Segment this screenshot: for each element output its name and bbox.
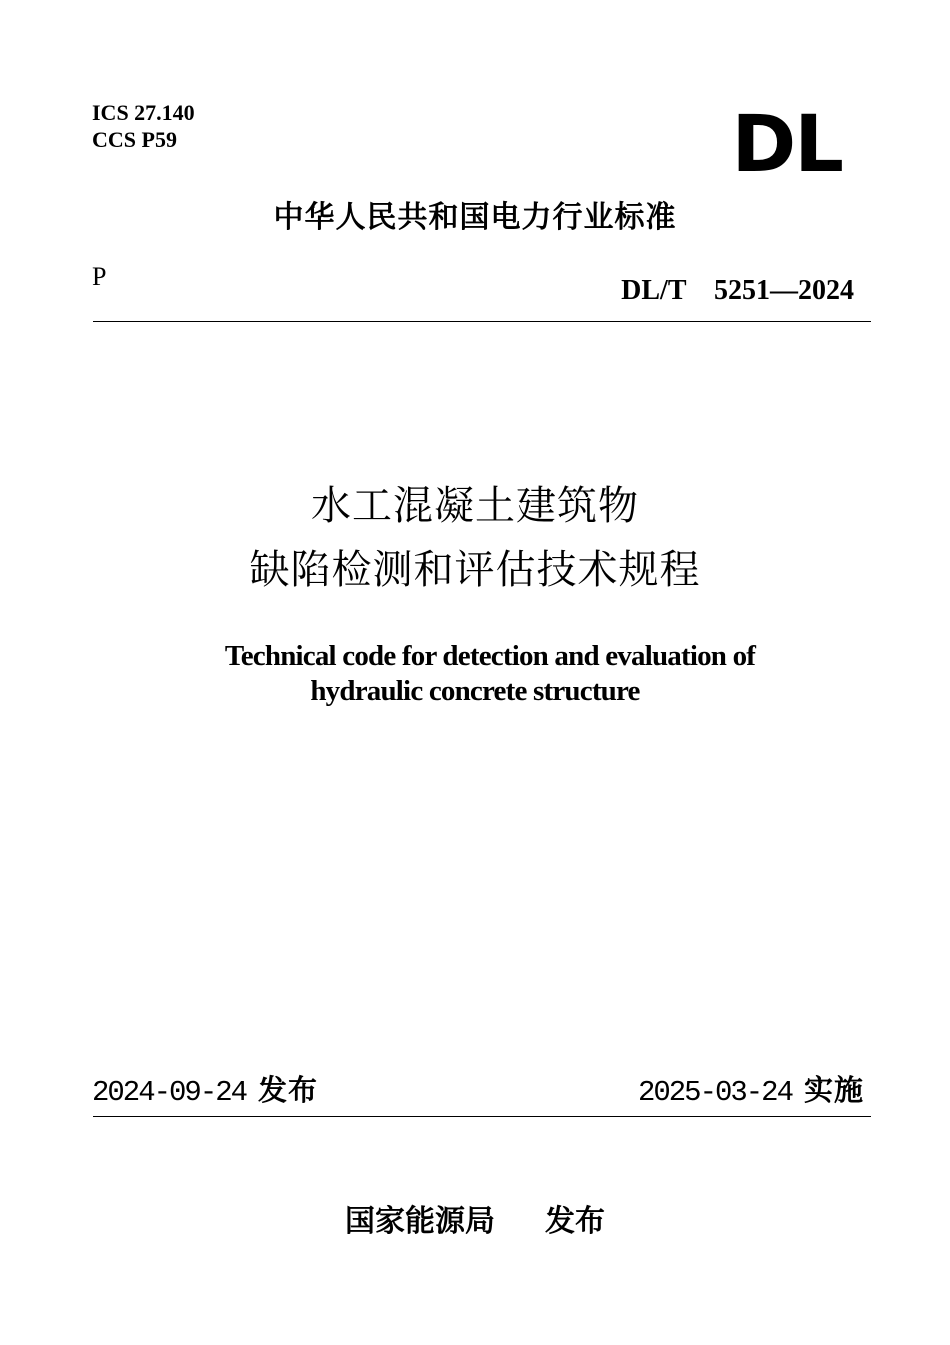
- title-en-line-1: Technical code for detection and evaluation of: [224, 640, 756, 672]
- standard-level-heading: 中华人民共和国电力行业标准: [273, 200, 677, 235]
- implementation-date: 2025-03-24: [637, 1076, 792, 1109]
- issue-date-row: [92, 1070, 318, 1113]
- title-cn-line-2: 缺陷检测和评估技术规程: [249, 547, 701, 593]
- publisher-action: 发布: [545, 1204, 605, 1239]
- title-en-line-2: hydraulic concrete structure: [310, 675, 640, 707]
- issue-label: 发布: [258, 1073, 319, 1107]
- standard-number: DL/T 5251—2024: [621, 275, 854, 306]
- publisher-name: 国家能源局: [345, 1204, 495, 1239]
- top-divider: [93, 321, 871, 322]
- ccs-code: CCS P59: [92, 127, 177, 152]
- implementation-date-row: [638, 1070, 864, 1113]
- ics-code: ICS 27.140: [92, 100, 195, 125]
- implementation-label: 实施: [803, 1073, 864, 1107]
- category-code: P: [92, 262, 107, 291]
- publisher-row: [0, 1201, 950, 1243]
- issue-date: 2024-09-24: [92, 1076, 247, 1109]
- dl-logo: DL: [731, 100, 842, 190]
- title-cn-line-1: 水工混凝土建筑物: [311, 483, 639, 529]
- bottom-divider: [93, 1116, 871, 1117]
